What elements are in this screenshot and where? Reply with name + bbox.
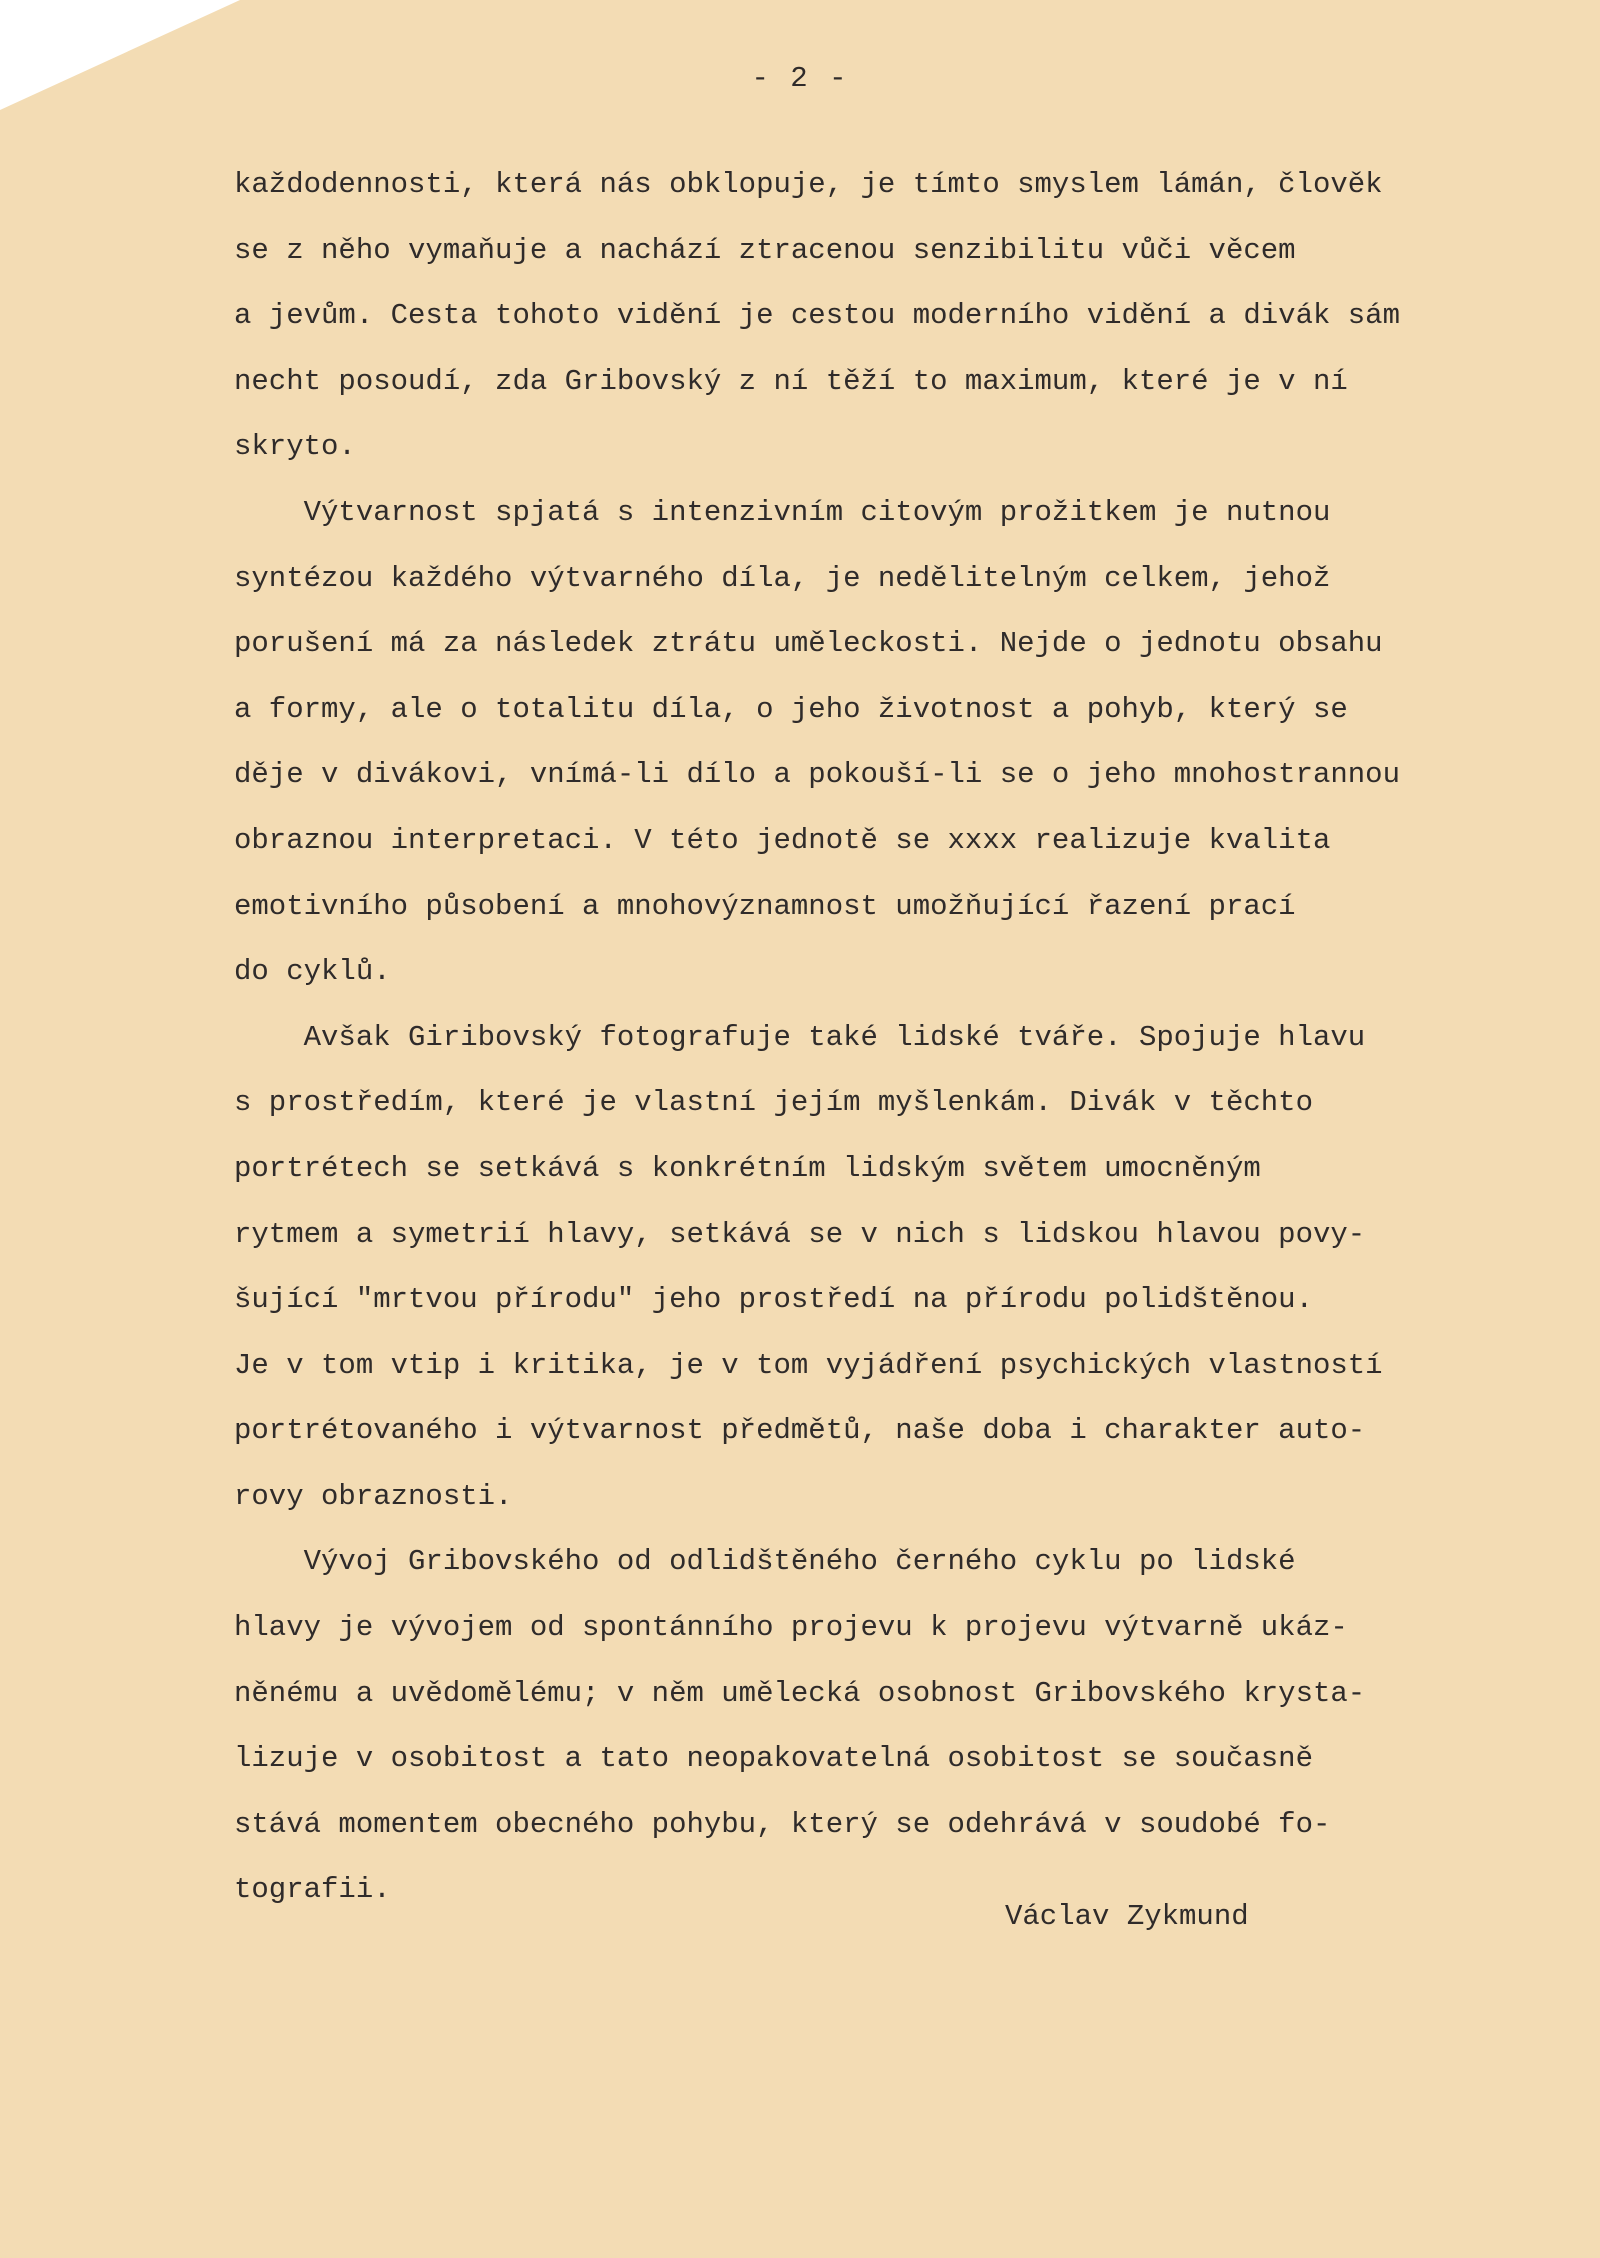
text-line: lizuje v osobitost a tato neopakovatelná osobitost se současně: [234, 1742, 1313, 1776]
author-signature: Václav Zykmund: [1005, 1900, 1249, 1933]
text-line: portrétech se setkává s konkrétním lidským světem umocněným: [234, 1151, 1261, 1185]
text-line: obraznou interpretaci. V této jednotě se xxxx realizuje kvalita: [234, 823, 1331, 857]
text-line: rovy obraznosti.: [234, 1479, 513, 1513]
text-line: každodennosti, která nás obklopuje, je tímto smyslem lámán, člověk: [234, 168, 1383, 201]
text-line: emotivního působení a mnohovýznamnost umožňující řazení prací: [234, 889, 1296, 923]
text-line: něnému a uvědomělému; v něm umělecká osobnost Gribovského krysta-: [234, 1676, 1366, 1710]
text-line: portrétovaného i výtvarnost předmětů, naše doba i charakter auto-: [234, 1414, 1366, 1448]
text-line: syntézou každého výtvarného díla, je nedělitelným celkem, jehož: [234, 561, 1331, 595]
text-line: stává momentem obecného pohybu, který se odehrává v soudobé fo-: [234, 1807, 1331, 1841]
typewritten-body-text: [234, 152, 1594, 1923]
text-line: Avšak Giribovský fotografuje také lidské tváře. Spojuje hlavu: [234, 1020, 1366, 1054]
text-line: Výtvarnost spjatá s intenzivním citovým prožitkem je nutnou: [234, 495, 1331, 529]
text-line: a jevům. Cesta tohoto vidění je cestou moderního vidění a divák sám: [234, 299, 1400, 333]
text-line: Je v tom vtip i kritika, je v tom vyjádření psychických vlastností: [234, 1348, 1383, 1382]
page-number: - 2 -: [751, 62, 849, 95]
text-line: do cyklů.: [234, 955, 391, 989]
text-line: se z něho vymaňuje a nachází ztracenou senzibilitu vůči věcem: [234, 233, 1296, 267]
text-line: šující "mrtvou přírodu" jeho prostředí na přírodu polidštěnou.: [234, 1283, 1313, 1317]
text-line: děje v divákovi, vnímá-li dílo a pokouší-li se o jeho mnohostrannou: [234, 758, 1400, 792]
text-line: necht posoudí, zda Gribovský z ní těží to maximum, které je v ní: [234, 364, 1348, 398]
text-line: hlavy je vývojem od spontánního projevu k projevu výtvarně ukáz-: [234, 1611, 1348, 1645]
text-line: Vývoj Gribovského od odlidštěného černého cyklu po lidské: [234, 1545, 1296, 1579]
text-line: skryto.: [234, 430, 356, 464]
text-line: tografii.: [234, 1873, 391, 1907]
text-line: a formy, ale o totalitu díla, o jeho životnost a pohyb, který se: [234, 692, 1348, 726]
text-line: porušení má za následek ztrátu uměleckosti. Nejde o jednotu obsahu: [234, 627, 1383, 661]
text-line: s prostředím, které je vlastní jejím myšlenkám. Divák v těchto: [234, 1086, 1313, 1120]
text-line: rytmem a symetrií hlavy, setkává se v nich s lidskou hlavou povy-: [234, 1217, 1366, 1251]
